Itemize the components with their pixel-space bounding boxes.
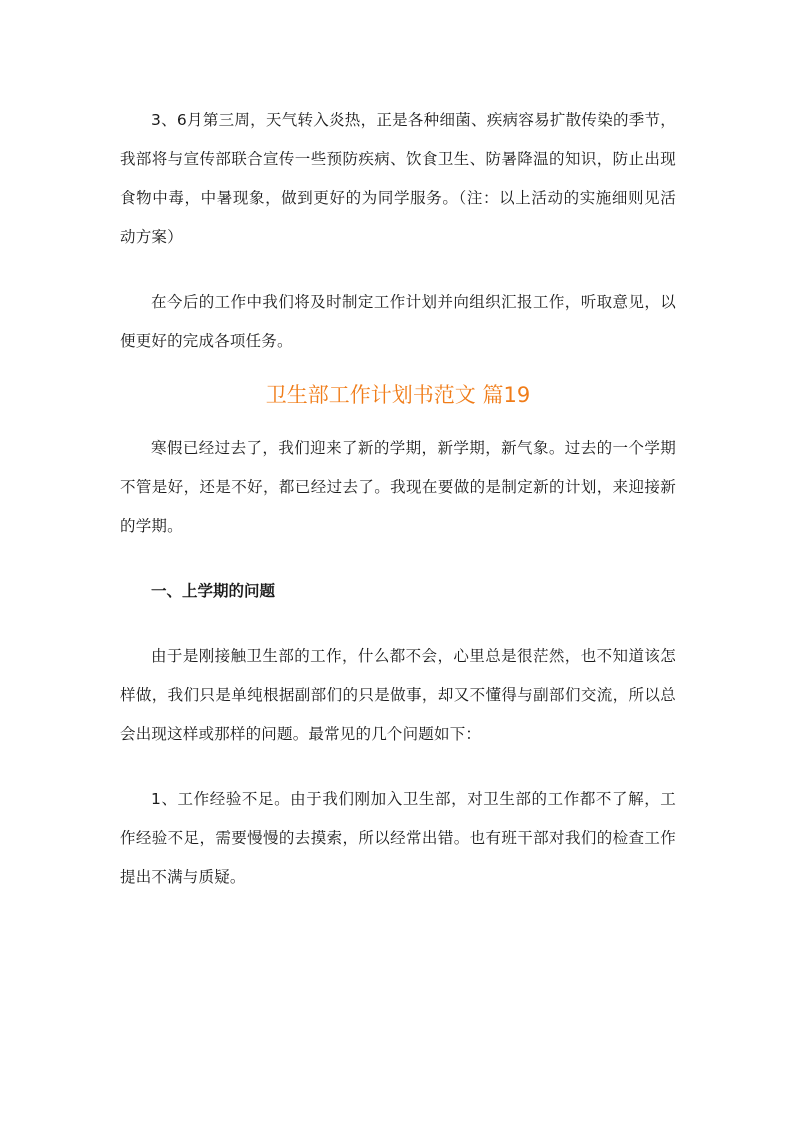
spacer [120, 546, 676, 572]
paragraph-june-week3: 3、6月第三周，天气转入炎热，正是各种细菌、疾病容易扩散传染的季节，我部将与宣传部联合宣传一些预防疾病、饮食卫生、防暑降温的知识，防止出现食物中毒，中暑现象，做到更好的为同学服务。（注：以上活动的实施细则见活动方案） [120, 111, 676, 246]
paragraph-problem-intro: 由于是刚接触卫生部的工作，什么都不会，心里总是很茫然，也不知道该怎样做，我们只是单纯根据副部们的只是做事，却又不懂得与副部们交流，所以总会出现这样或那样的问题。最常见的几个问题如下： [120, 647, 676, 743]
heading-last-semester-problems: 一、上学期的问题 [151, 582, 276, 600]
paragraph-problem-1: 1、工作经验不足。由于我们刚加入卫生部，对卫生部的工作都不了解，工作经验不足，需要慢慢的去摸索，所以经常出错。也有班干部对我们的检查工作提出不满与质疑。 [120, 790, 676, 886]
spacer [120, 611, 676, 637]
spacer [120, 361, 676, 373]
section-title: 卫生部工作计划书范文 篇19 [265, 383, 531, 407]
spacer [120, 417, 676, 429]
paragraph-intro: 寒假已经过去了，我们迎来了新的学期，新学期，新气象。过去的一个学期不管是好，还是不好，都已经过去了。我现在要做的是制定新的计划，来迎接新的学期。 [120, 439, 676, 535]
paragraph-future-work: 在今后的工作中我们将及时制定工作计划并向组织汇报工作，听取意见，以便更好的完成各项任务。 [120, 293, 676, 350]
document-body [120, 101, 676, 897]
spacer [120, 754, 676, 780]
spacer [120, 257, 676, 283]
